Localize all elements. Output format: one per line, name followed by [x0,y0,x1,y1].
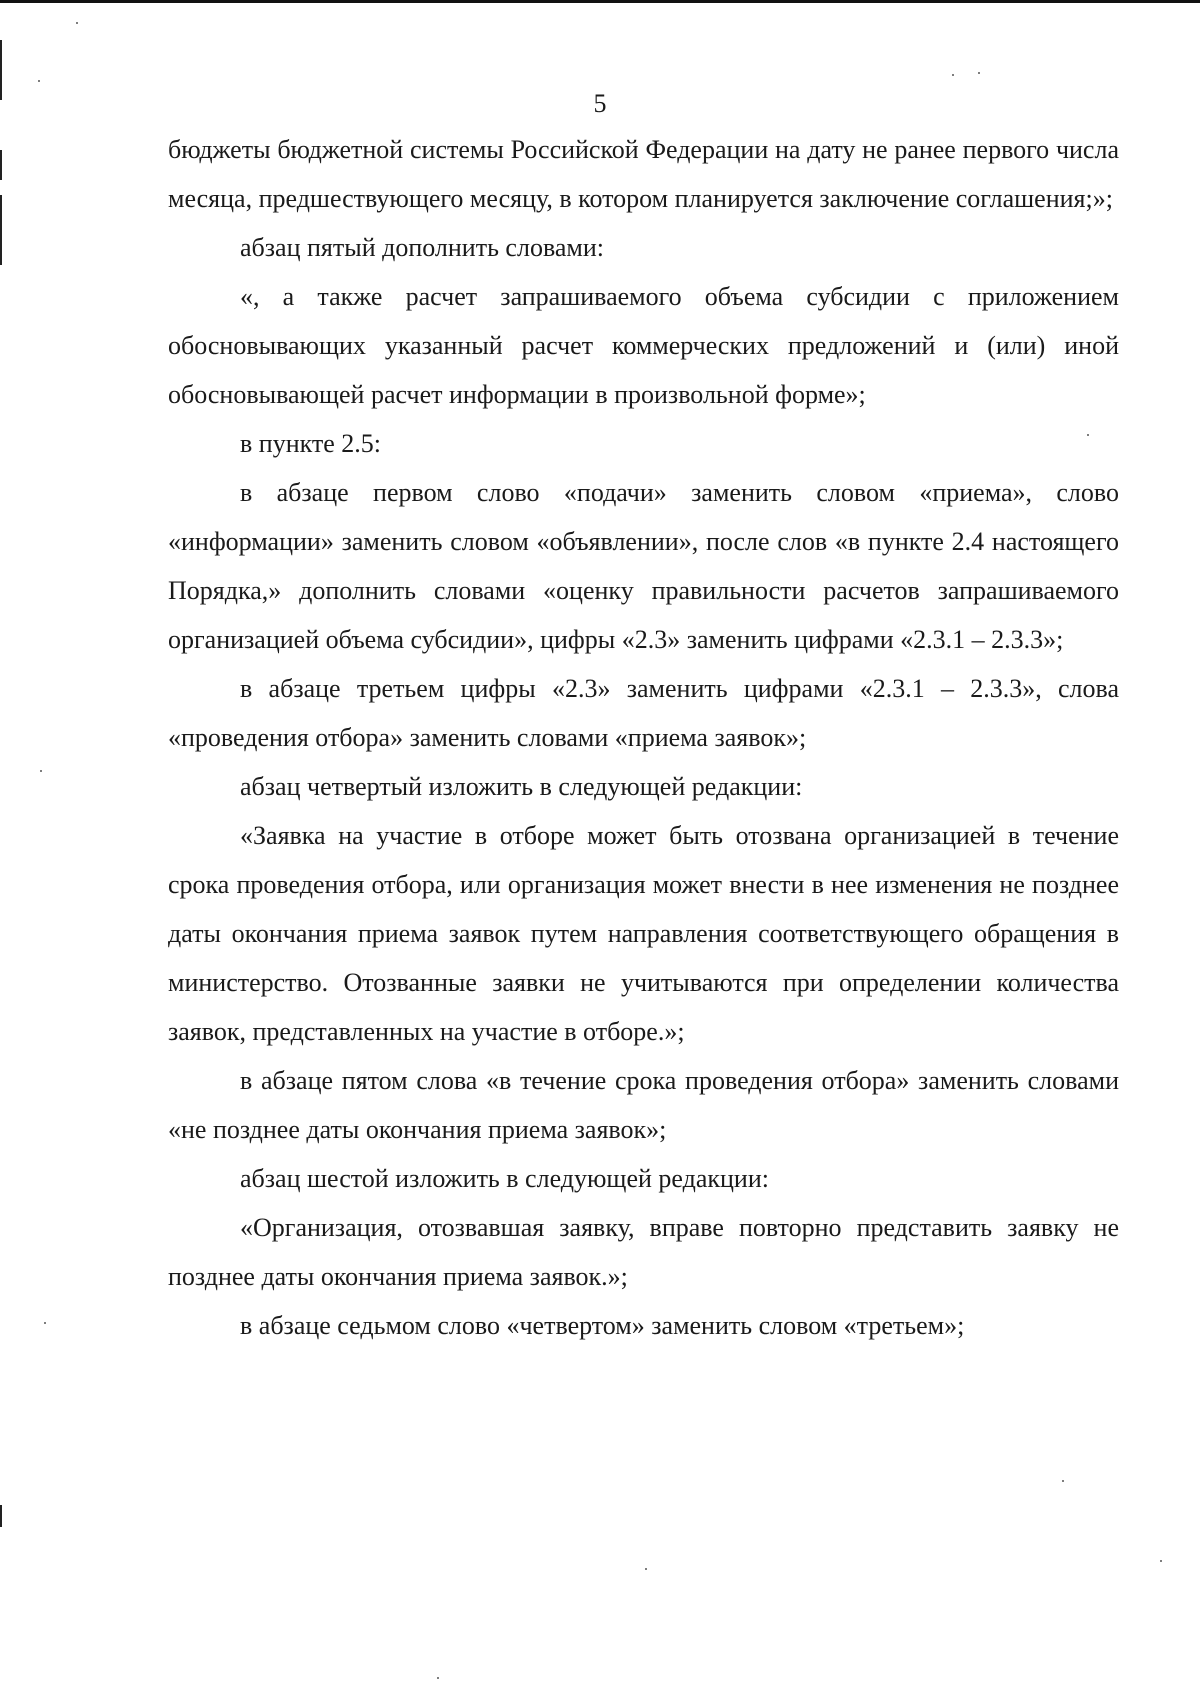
scan-speck [437,1677,439,1679]
paragraph: абзац четвертый изложить в следующей редакции: [240,772,803,801]
scan-speck [1160,1560,1162,1562]
paragraph: бюджеты бюджетной системы Российской Федерации на дату не ранее первого числа месяца, предшествующего месяцу, в котором планируется заключение соглашения;»; [168,135,1119,213]
scan-left-edge-mark [0,1505,2,1527]
scan-left-edge-mark [0,150,2,180]
document-body [168,125,1119,1350]
paragraph: абзац шестой изложить в следующей редакции: [240,1164,769,1193]
scan-speck [76,22,78,24]
paragraph: «Организация, отозвавшая заявку, вправе повторно представить заявку не позднее даты окончания приема заявок.»; [168,1213,1119,1291]
paragraph: в пункте 2.5: [240,429,382,458]
scan-top-border [0,0,1200,3]
paragraph: «, а также расчет запрашиваемого объема субсидии с приложением обосновывающих указанный расчет коммерческих предложений и (или) иной обосновывающей расчет информации в произвольной форме»; [168,282,1119,409]
paragraph: в абзаце первом слово «подачи» заменить словом «приема», слово «информации» заменить словом «объявлении», после слов «в пункте 2.4 настоящего Порядка,» дополнить словами «оценку правильности расчетов запрашиваемого организацией объема субсидии», цифры «2.3» заменить цифрами «2.3.1 – 2.3.3»; [168,478,1119,654]
scan-left-edge-mark [0,195,2,265]
paragraph: в абзаце третьем цифры «2.3» заменить цифрами «2.3.1 – 2.3.3», слова «проведения отбора» заменить словами «приема заявок»; [168,674,1119,752]
scan-speck [40,770,42,772]
scan-speck [978,72,980,74]
scan-speck [952,74,954,76]
scan-speck [44,1322,46,1324]
page-number: 5 [593,89,607,118]
scan-speck [1062,1480,1064,1482]
paragraph: в абзаце пятом слова «в течение срока проведения отбора» заменить словами «не позднее даты окончания приема заявок»; [168,1066,1119,1144]
scan-speck [38,80,40,82]
paragraph: «Заявка на участие в отборе может быть отозвана организацией в течение срока проведения отбора, или организация может внести в нее изменения не позднее даты окончания приема заявок путем направления соответствующего обращения в министерство. Отозванные заявки не учитываются при определении количества заявок, представленных на участие в отборе.»; [168,821,1119,1046]
paragraph: в абзаце седьмом слово «четвертом» заменить словом «третьем»; [240,1311,965,1340]
scan-speck [645,1568,647,1570]
paragraph: абзац пятый дополнить словами: [240,233,605,262]
